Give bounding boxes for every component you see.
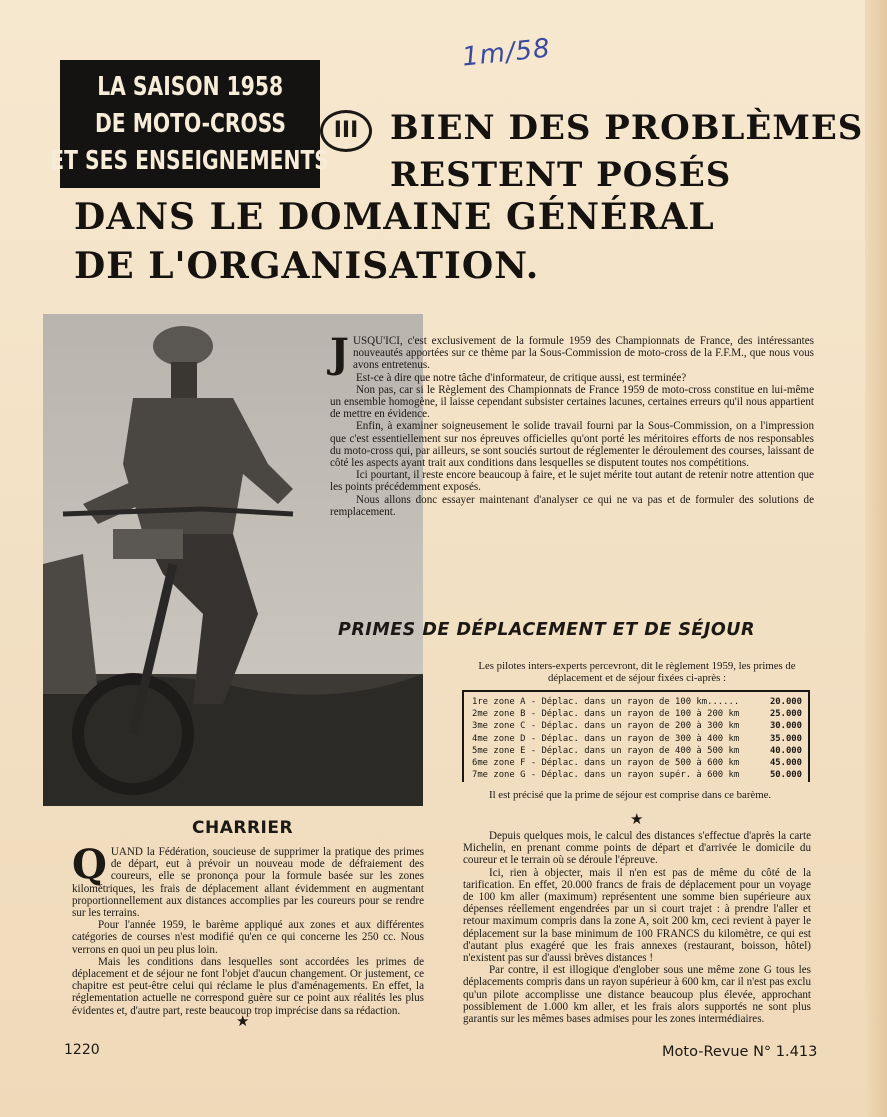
table-row — [472, 769, 802, 781]
table-row — [472, 696, 802, 708]
left-text-column — [72, 841, 424, 1017]
kicker-line: LA SAISON 1958 — [97, 71, 283, 102]
part-number-badge: III — [320, 110, 372, 152]
paragraph: USQU'ICI, c'est exclusivement de la formule 1959 des Championnats de France, des intéressantes nouveautés apportées sur ce thème par la Sous-Commission de moto-cross de la F.F.M., que nous vous avons entretenus. — [352, 335, 814, 372]
zones-note — [463, 789, 811, 801]
zone-value: 25.000 — [769, 709, 802, 720]
right-text-column — [463, 830, 811, 1025]
zone-label: 3me zone C - Déplac. dans un rayon de 200 à 300 km — [472, 721, 740, 732]
paragraph: Ici pourtant, il reste encore beaucoup à faire, et le sujet mérite tout autant de retenir notre attention que les points précédemment exposés. — [330, 469, 814, 494]
table-row — [472, 733, 802, 745]
zones-table — [462, 690, 810, 782]
section-title: PRIMES DE DÉPLACEMENT ET DE SÉJOUR — [338, 620, 755, 640]
intro-text-column — [330, 330, 814, 518]
zone-value: 30.000 — [769, 721, 802, 732]
paragraph: Depuis quelques mois, le calcul des distances s'effectue d'après la carte Michelin, en prenant comme points de départ et d'arrivée le domicile du coureur et le terrain où se déroule l'épreuve. — [463, 830, 811, 867]
paragraph: Non pas, car si le Règlement des Championnats de France 1959 de moto-cross constitue en lui-même un ensemble homogène, il laisse cependant subsister certaines lacunes, certaines erreurs qu'il nous appartient de mettre en évidence. — [330, 383, 814, 421]
photo-caption: CHARRIER — [192, 818, 294, 838]
table-row — [472, 745, 802, 757]
series-kicker-box — [50, 60, 330, 188]
paragraph: Mais les conditions dans lesquelles sont accordées les primes de déplacement et de séjour ne font l'objet d'aucun changement. Or justement, ce chapitre est peut-être celui qui réclame le plus d'aménagements. En effet, la réglementation actuelle ne correspond guère sur ce point aux réalités les plus évidentes et, d'autre part, reste beaucoup trop imprécise dans sa rédaction. — [72, 955, 424, 1017]
headline-line: DANS LE DOMAINE GÉNÉRAL — [74, 196, 715, 238]
paragraph: Nous allons donc essayer maintenant d'analyser ce qui ne va pas et de formuler des solutions de remplacement. — [330, 493, 814, 518]
zone-label: 5me zone E - Déplac. dans un rayon de 400 à 500 km — [472, 745, 740, 756]
paragraph: UAND la Fédération, soucieuse de supprimer la pratique des primes de départ, eut à prévoir un nouveau mode de défraiement des coureurs, elle se prononça pour la formule basée sur les zones kilométriques, les frais de déplacement allant évidemment en augmentant proportionnellement aux distances accomplies par les coureurs pour se rendre sur les terrains. — [72, 846, 424, 920]
paragraph: Enfin, à examiner soigneusement le solide travail fourni par la Sous-Commission, on a l'impression que c'est essentiellement sur nos épreuves officielles qu'ont porté les méritoires efforts de nos responsables du moto-cross qui, par ailleurs, se sont souciés surtout de réglementer le déroulement des courses, laissant de côté les aspects ayant trait aux conditions dans lesquelles se disputent toutes nos compétitions. — [330, 420, 814, 470]
table-row — [472, 720, 802, 732]
table-row — [472, 708, 802, 720]
zone-label: 6me zone F - Déplac. dans un rayon de 500 à 600 km — [472, 758, 740, 769]
paragraph: Pour l'année 1959, le barème appliqué aux zones et aux différentes catégories de courses n'est modifié qu'en ce qui concerne les 250 cc. Nous verrons en quoi un peu plus loin. — [72, 919, 424, 956]
drop-cap: Q — [72, 841, 107, 888]
zone-label: 1re zone A - Déplac. dans un rayon de 100 km...... — [472, 697, 740, 707]
headline-line: DE L'ORGANISATION. — [74, 245, 540, 287]
zone-label: 4me zone D - Déplac. dans un rayon de 300 à 400 km — [472, 733, 740, 744]
zones-intro: Les pilotes inters-experts percevront, dit le règlement 1959, les primes de déplacement et de séjour fixées ci-après : — [478, 660, 796, 684]
page-edge — [865, 0, 887, 1117]
drop-cap: J — [330, 330, 349, 377]
star-separator-icon: ★ — [236, 1012, 250, 1030]
table-row — [472, 757, 802, 769]
zone-value: 20.000 — [769, 697, 802, 707]
zone-value: 40.000 — [769, 745, 802, 756]
kicker-line: DE MOTO-CROSS — [94, 108, 286, 139]
paragraph: Ici, rien à objecter, mais il n'en est pas de même du côté de la tarification. En effet, 20.000 francs de frais de déplacement pour un voyage de 100 km aller (maximum) représentent une somme bien supérieure aux dépenses réellement engendrées par un si court trajet : à prendre l'aller et retour maximum compris dans la zone A, soit 200 km, ceci revient à payer le déplacement sur la base minimum de 100 FRANCS du kilomètre, ce qui est d'autant plus exagéré que les frais annexes (restaurant, boisson, hôtel) n'existent pas sur d'aussi brèves distances ! — [463, 866, 811, 965]
zone-label: 2me zone B - Déplac. dans un rayon de 100 à 200 km — [472, 709, 740, 720]
magazine-issue: Moto-Revue N° 1.413 — [662, 1044, 818, 1060]
handwritten-note: 1m/58 — [460, 33, 553, 73]
paragraph: Est-ce à dire que notre tâche d'informateur, de critique aussi, est terminée? — [356, 371, 687, 384]
paragraph: Par contre, il est illogique d'englober sous une même zone G tous les déplacements compris dans un rayon supérieur à 600 km, car il n'est pas exclu qu'un pilote accomplisse une distance beaucoup plus élevée, approchant possiblement de 1.000 km aller, et les frais alors supportés ne sont plus garantis sur les mêmes bases admises pour les zones intermédiaires. — [463, 964, 811, 1026]
star-separator-icon: ★ — [630, 810, 644, 828]
kicker-line: ET SES ENSEIGNEMENTS — [50, 145, 330, 176]
zone-label: 7me zone G - Déplac. dans un rayon supér. à 600 km — [472, 770, 740, 781]
zone-value: 50.000 — [769, 770, 802, 781]
zone-value: 45.000 — [769, 758, 802, 769]
headline-line: RESTENT POSÉS — [390, 155, 732, 195]
headline-line: BIEN DES PROBLÈMES — [390, 108, 864, 148]
page-number: 1220 — [64, 1042, 100, 1058]
paragraph: Il est précisé que la prime de séjour est comprise dans ce barème. — [489, 789, 772, 801]
zone-value: 35.000 — [769, 733, 802, 744]
